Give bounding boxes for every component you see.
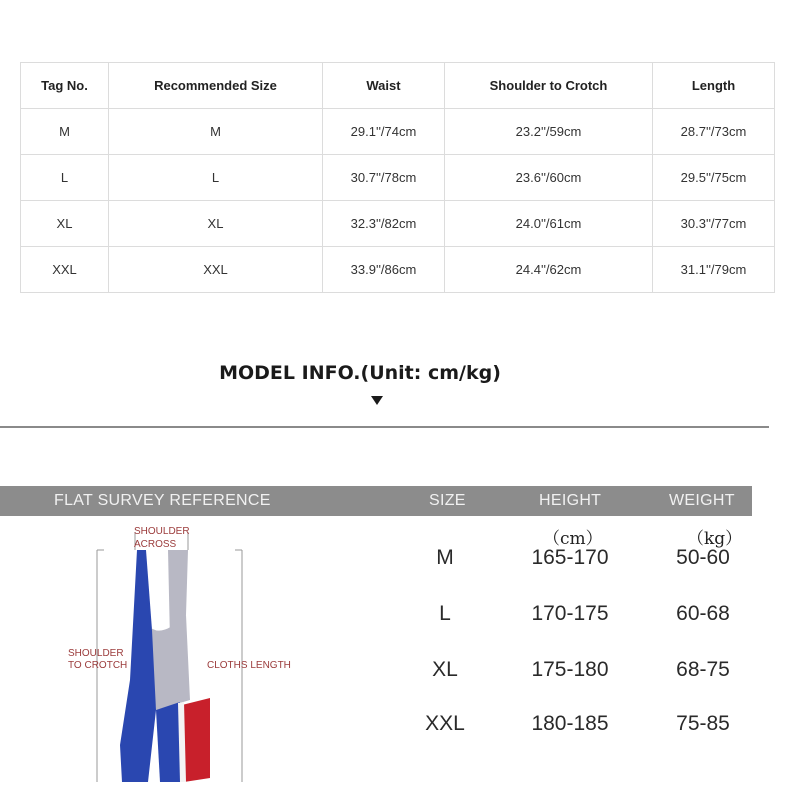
cell-waist: 32.3''/82cm (323, 201, 445, 247)
height-column-header: HEIGHT (539, 492, 602, 509)
header-tag-no: Tag No. (21, 63, 109, 109)
cell-waist: 29.1''/74cm (323, 109, 445, 155)
model-info-title: MODEL INFO.(Unit: cm/kg) (219, 362, 501, 384)
ref-height: 180-185 (531, 712, 609, 735)
cell-length: 29.5''/75cm (653, 155, 775, 201)
ref-size: M (436, 546, 454, 569)
cell-tag: XL (21, 201, 109, 247)
label-cloths-length: CLOTHS LENGTH (207, 660, 291, 671)
ref-weight: 75-85 (676, 712, 730, 735)
label-shoulder-to-crotch-1: SHOULDER (68, 648, 124, 659)
ref-size: XXL (425, 712, 465, 735)
ref-height: 170-175 (531, 602, 609, 625)
cell-length: 30.3''/77cm (653, 201, 775, 247)
ref-weight: 68-75 (676, 658, 730, 681)
table-row (21, 155, 775, 201)
table-row (21, 109, 775, 155)
cell-shoulder-crotch: 24.0''/61cm (445, 201, 653, 247)
cell-recommended: XL (109, 201, 323, 247)
weight-column-header: WEIGHT (669, 492, 735, 509)
section-divider (0, 426, 769, 428)
header-length: Length (653, 63, 775, 109)
ref-weight: 50-60 (676, 546, 730, 569)
ref-weight: 60-68 (676, 602, 730, 625)
flat-survey-reference-title: FLAT SURVEY REFERENCE (54, 492, 271, 509)
cell-length: 28.7''/73cm (653, 109, 775, 155)
height-unit: （cm） (543, 529, 603, 549)
ref-height: 175-180 (531, 658, 609, 681)
header-waist: Waist (323, 63, 445, 109)
header-shoulder-to-crotch: Shoulder to Crotch (445, 63, 653, 109)
cell-recommended: M (109, 109, 323, 155)
table-row (21, 247, 775, 293)
down-arrow-icon (371, 396, 383, 405)
label-shoulder-across-1: SHOULDER (134, 526, 190, 537)
cell-tag: XXL (21, 247, 109, 293)
label-shoulder-across-2: ACROSS (134, 539, 177, 550)
cell-shoulder-crotch: 23.6''/60cm (445, 155, 653, 201)
table-row (21, 201, 775, 247)
cell-shoulder-crotch: 24.4''/62cm (445, 247, 653, 293)
header-recommended-size: Recommended Size (109, 63, 323, 109)
cell-shoulder-crotch: 23.2''/59cm (445, 109, 653, 155)
cell-tag: M (21, 109, 109, 155)
cell-recommended: XXL (109, 247, 323, 293)
label-shoulder-to-crotch-2: TO CROTCH (68, 660, 128, 671)
cell-waist: 30.7''/78cm (323, 155, 445, 201)
cell-recommended: L (109, 155, 323, 201)
size-table-header-row (21, 63, 775, 109)
ref-size: XL (432, 658, 458, 681)
cell-tag: L (21, 155, 109, 201)
weight-unit: （kg） (687, 529, 743, 549)
cell-waist: 33.9''/86cm (323, 247, 445, 293)
size-table (20, 62, 775, 293)
ref-size: L (439, 602, 451, 625)
bib-shorts-graphic (120, 550, 210, 782)
bib-shorts-measurement-diagram (60, 520, 300, 800)
size-column-header: SIZE (429, 492, 466, 509)
cell-length: 31.1''/79cm (653, 247, 775, 293)
ref-height: 165-170 (531, 546, 609, 569)
